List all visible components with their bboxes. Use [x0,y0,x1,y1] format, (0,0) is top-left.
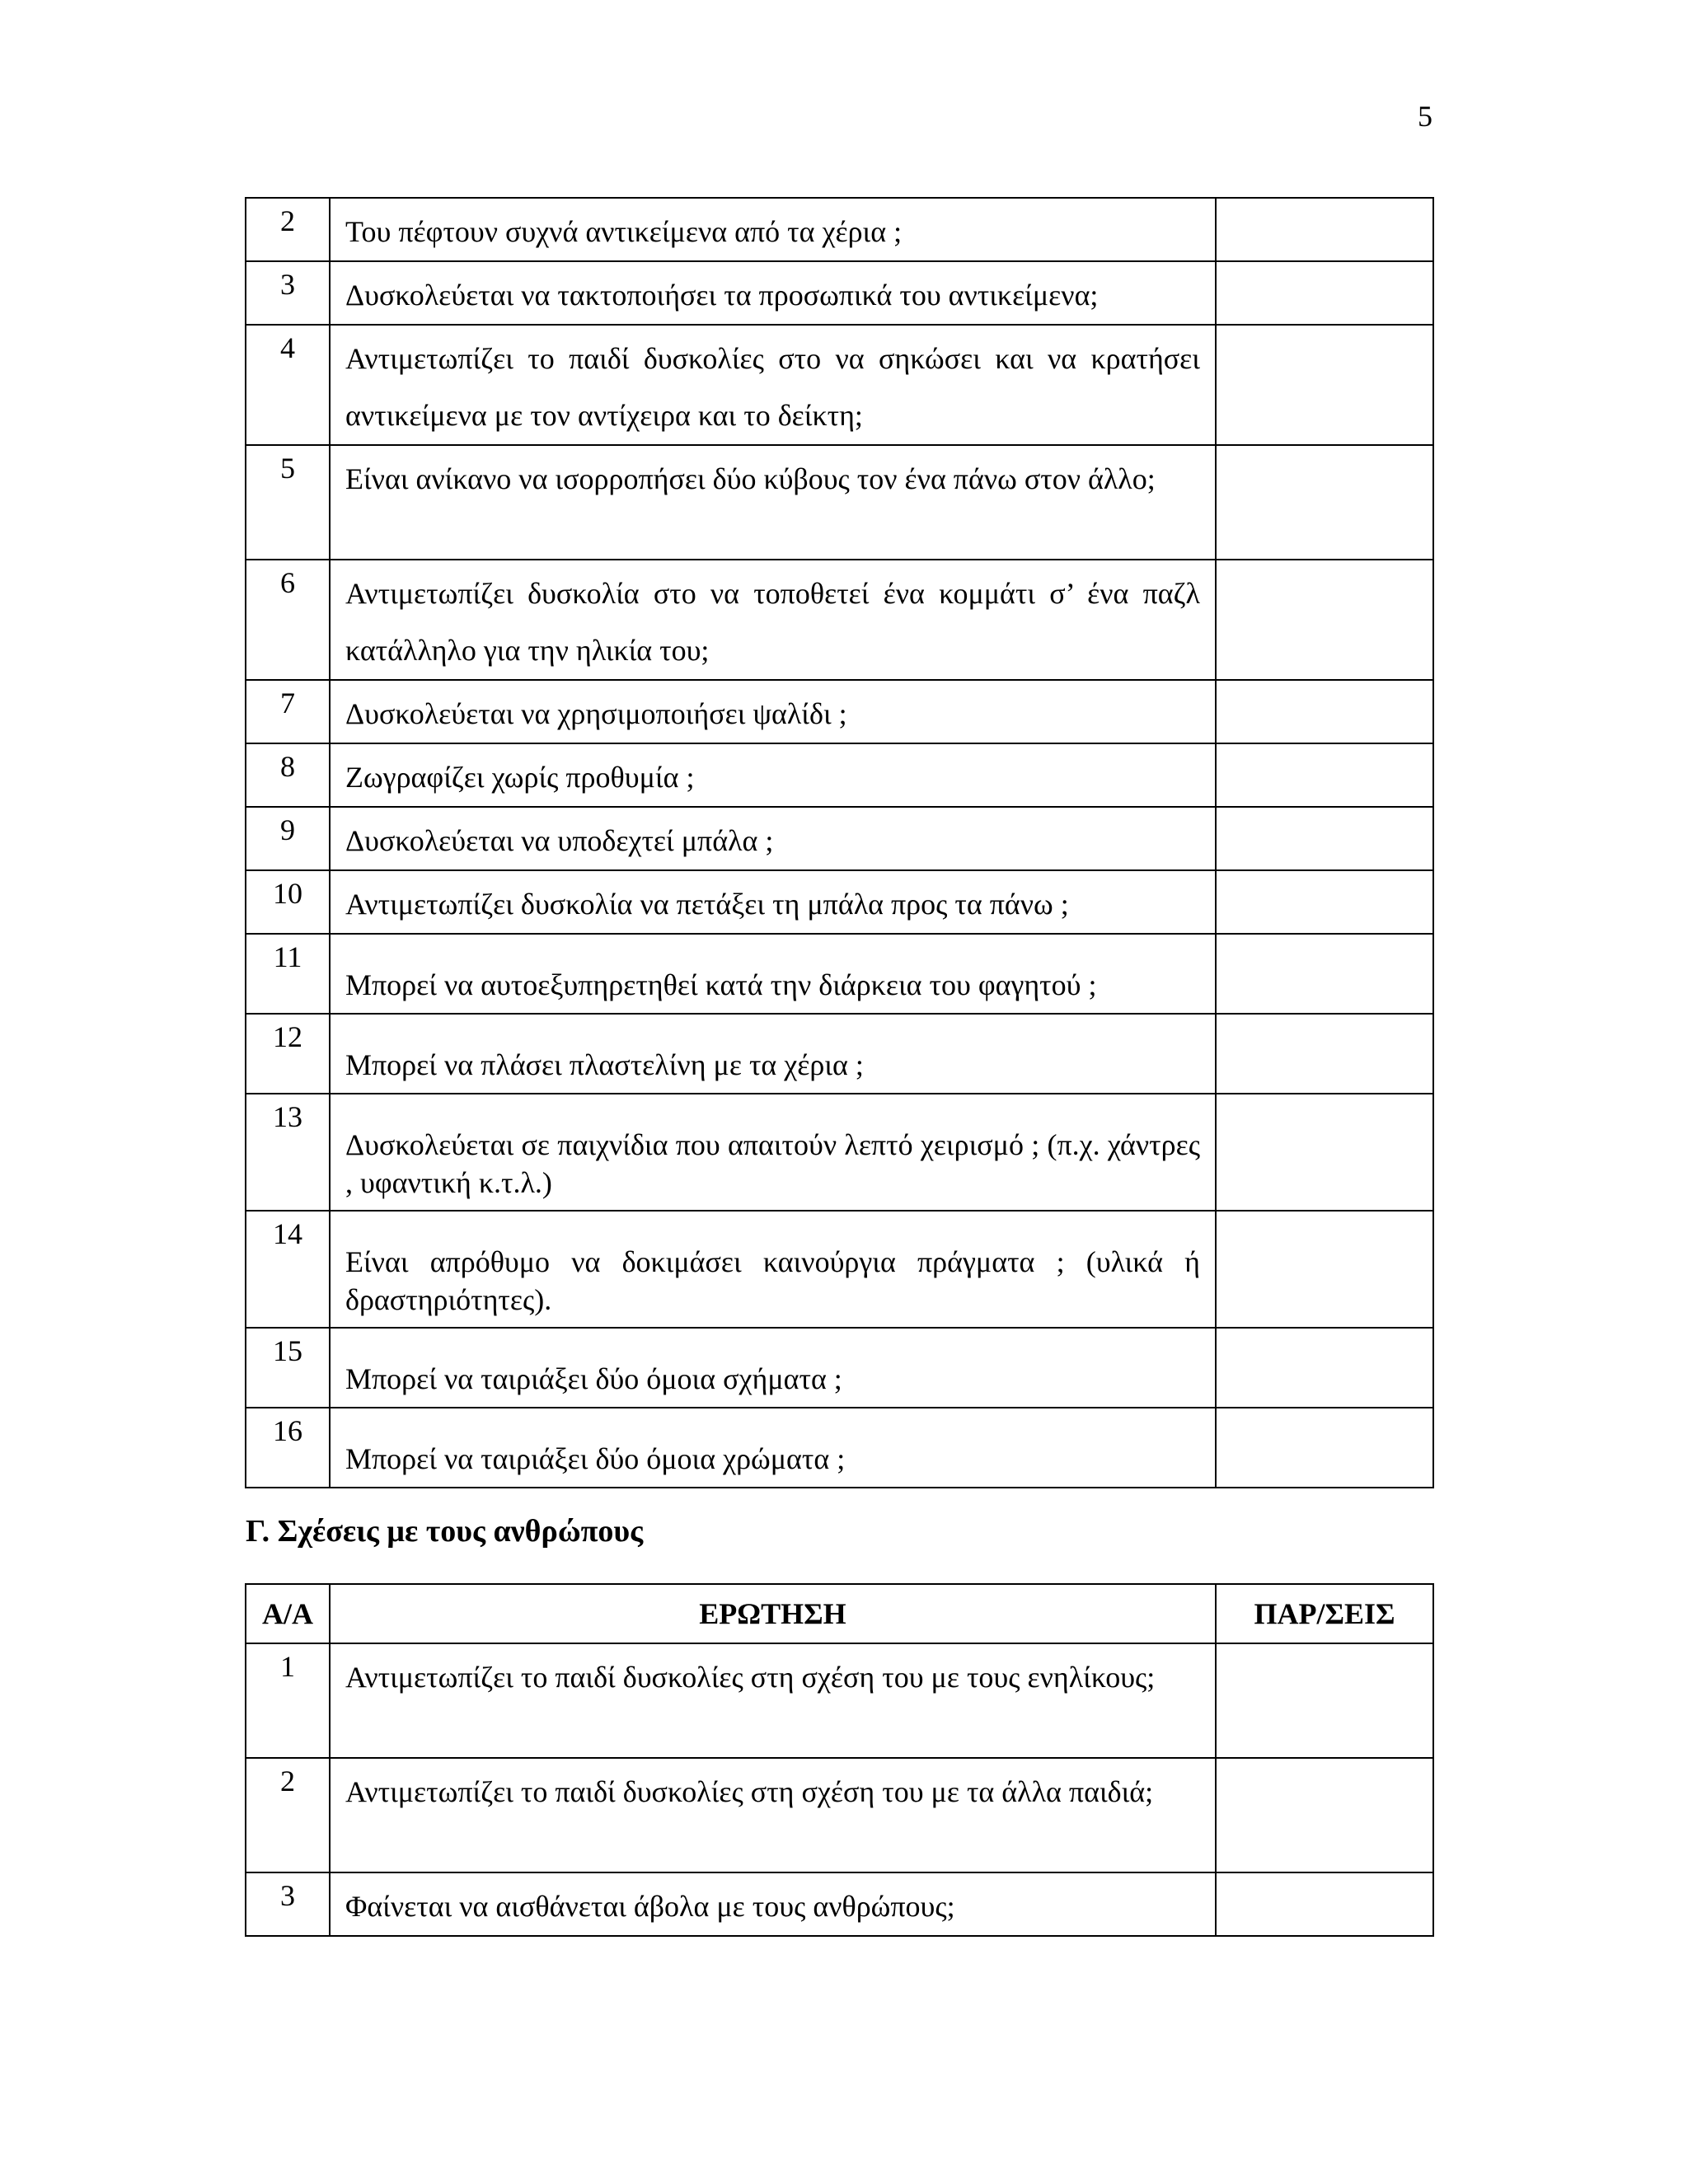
question-text: Φαίνεται να αισθάνεται άβολα με τους ανθρώπους; [330,1872,1216,1936]
table-row [246,870,1433,934]
question-text: Αντιμετωπίζει δυσκολία στο να τοποθετεί ένα κομμάτι σ’ ένα παζλ κατάλληλο για την ηλικία του; [330,560,1216,680]
table-header-row [246,1584,1433,1643]
remarks-cell[interactable] [1216,445,1433,560]
question-text: Μπορεί να πλάσει πλαστελίνη με τα χέρια ; [330,1014,1216,1094]
row-number: 11 [246,934,330,1014]
table-row [246,325,1433,445]
question-text: Μπορεί να ταιριάξει δύο όμοια σχήματα ; [330,1328,1216,1408]
question-text: Ζωγραφίζει χωρίς προθυμία ; [330,743,1216,807]
remarks-cell[interactable] [1216,1094,1433,1211]
remarks-cell[interactable] [1216,1643,1433,1758]
table-row [246,1328,1433,1408]
table-row [246,1758,1433,1872]
question-text: Δυσκολεύεται να τακτοποιήσει τα προσωπικά του αντικείμενα; [330,261,1216,325]
remarks-cell[interactable] [1216,680,1433,743]
remarks-cell[interactable] [1216,1014,1433,1094]
table-row [246,1014,1433,1094]
question-text: Αντιμετωπίζει το παιδί δυσκολίες στη σχέση του με τους ενηλίκους; [330,1643,1216,1758]
question-text: Δυσκολεύεται σε παιχνίδια που απαιτούν λεπτό χειρισμό ; (π.χ. χάντρες , υφαντική κ.τ.λ.) [330,1094,1216,1211]
table-row [246,1094,1433,1211]
row-number: 9 [246,807,330,870]
question-text: Μπορεί να ταιριάξει δύο όμοια χρώματα ; [330,1408,1216,1488]
remarks-cell[interactable] [1216,807,1433,870]
table-row [246,198,1433,261]
row-number: 14 [246,1211,330,1328]
table-row [246,560,1433,680]
row-number: 2 [246,198,330,261]
remarks-cell[interactable] [1216,1211,1433,1328]
question-text: Αντιμετωπίζει το παιδί δυσκολίες στο να σηκώσει και να κρατήσει αντικείμενα με τον αντίχειρα και το δείκτη; [330,325,1216,445]
row-number: 10 [246,870,330,934]
row-number: 4 [246,325,330,445]
remarks-cell[interactable] [1216,1872,1433,1936]
remarks-cell[interactable] [1216,198,1433,261]
header-number: Α/Α [246,1584,330,1643]
table-row [246,680,1433,743]
table-row [246,445,1433,560]
remarks-cell[interactable] [1216,743,1433,807]
motor-skills-table [245,197,1434,1488]
question-text: Αντιμετωπίζει το παιδί δυσκολίες στη σχέση του με τα άλλα παιδιά; [330,1758,1216,1872]
table-row [246,1643,1433,1758]
row-number: 8 [246,743,330,807]
table-row [246,1872,1433,1936]
question-text: Του πέφτουν συχνά αντικείμενα από τα χέρια ; [330,198,1216,261]
row-number: 3 [246,1872,330,1936]
row-number: 7 [246,680,330,743]
row-number: 5 [246,445,330,560]
remarks-cell[interactable] [1216,1328,1433,1408]
row-number: 16 [246,1408,330,1488]
table-row [246,1211,1433,1328]
table-row [246,743,1433,807]
header-remarks: ΠΑΡ/ΣΕΙΣ [1216,1584,1433,1643]
question-text: Δυσκολεύεται να υποδεχτεί μπάλα ; [330,807,1216,870]
row-number: 15 [246,1328,330,1408]
header-question: ΕΡΩΤΗΣΗ [330,1584,1216,1643]
page-number: 5 [1418,100,1432,133]
question-text: Αντιμετωπίζει δυσκολία να πετάξει τη μπάλα προς τα πάνω ; [330,870,1216,934]
remarks-cell[interactable] [1216,560,1433,680]
section-heading: Γ. Σχέσεις με τους ανθρώπους [246,1514,644,1549]
remarks-cell[interactable] [1216,261,1433,325]
table-row [246,934,1433,1014]
row-number: 6 [246,560,330,680]
row-number: 3 [246,261,330,325]
question-text: Είναι ανίκανο να ισορροπήσει δύο κύβους τον ένα πάνω στον άλλο; [330,445,1216,560]
question-text: Είναι απρόθυμο να δοκιμάσει καινούργια πράγματα ; (υλικά ή δραστηριότητες). [330,1211,1216,1328]
row-number: 12 [246,1014,330,1094]
table-row [246,261,1433,325]
remarks-cell[interactable] [1216,870,1433,934]
question-text: Μπορεί να αυτοεξυπηρετηθεί κατά την διάρκεια του φαγητού ; [330,934,1216,1014]
row-number: 1 [246,1643,330,1758]
row-number: 13 [246,1094,330,1211]
relationships-table [245,1583,1434,1937]
question-text: Δυσκολεύεται να χρησιμοποιήσει ψαλίδι ; [330,680,1216,743]
table-row [246,807,1433,870]
remarks-cell[interactable] [1216,325,1433,445]
remarks-cell[interactable] [1216,1758,1433,1872]
row-number: 2 [246,1758,330,1872]
remarks-cell[interactable] [1216,934,1433,1014]
table-row [246,1408,1433,1488]
remarks-cell[interactable] [1216,1408,1433,1488]
